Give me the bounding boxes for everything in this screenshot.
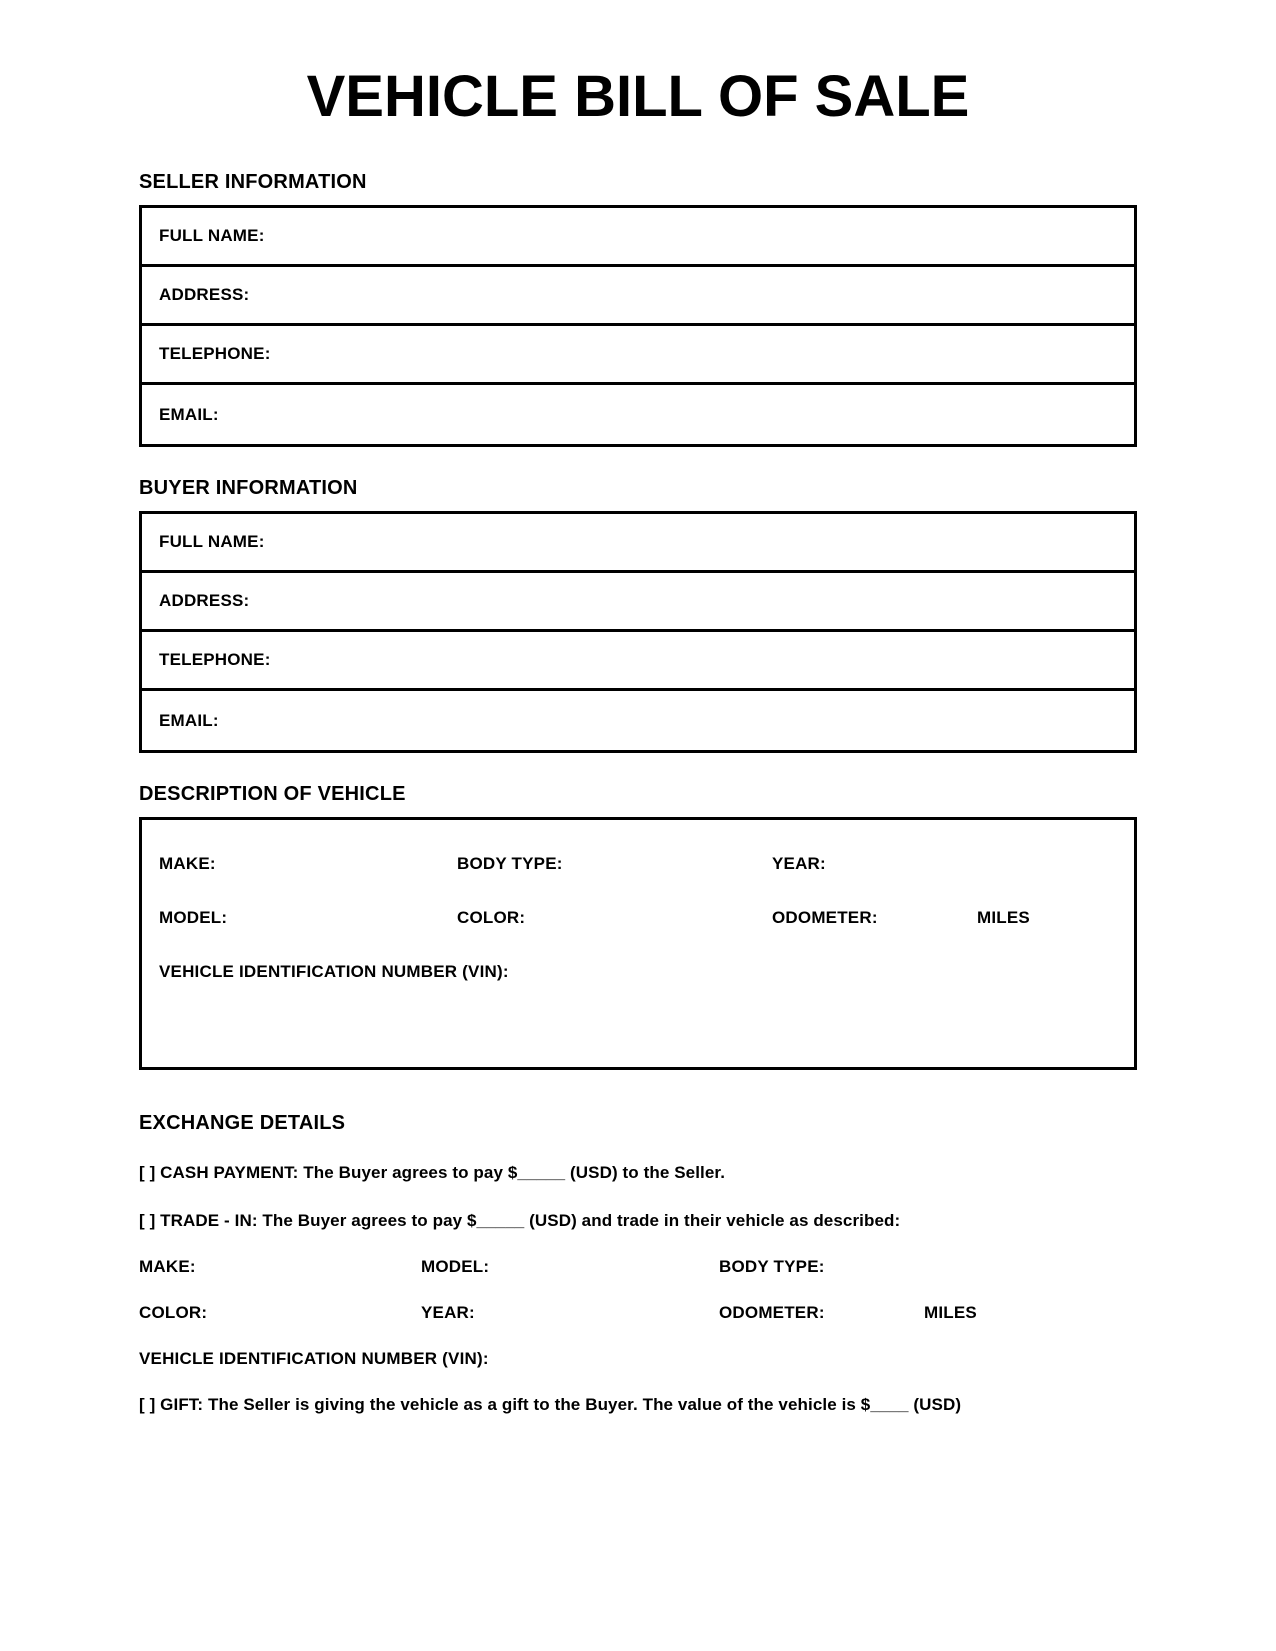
gift-option[interactable]: [ ] GIFT: The Seller is giving the vehicle as a gift to the Buyer. The value of the vehicle is $____ (USD) bbox=[139, 1395, 962, 1414]
seller-section-heading: SELLER INFORMATION bbox=[139, 171, 367, 193]
seller-full-name-row[interactable] bbox=[142, 208, 1134, 267]
seller-information-table bbox=[139, 205, 1137, 447]
trade-in-body-type-label[interactable]: BODY TYPE: bbox=[719, 1257, 825, 1276]
trade-in-year-label[interactable]: YEAR: bbox=[421, 1303, 475, 1322]
trade-in-make-label[interactable]: MAKE: bbox=[139, 1257, 196, 1276]
trade-in-row-1 bbox=[139, 1257, 1137, 1277]
document-body bbox=[0, 171, 1276, 1415]
trade-in-model-label[interactable]: MODEL: bbox=[421, 1257, 490, 1276]
vehicle-make-label[interactable]: MAKE: bbox=[159, 854, 216, 873]
exchange-section-heading: EXCHANGE DETAILS bbox=[139, 1112, 346, 1134]
buyer-email-row[interactable] bbox=[142, 691, 1134, 750]
trade-in-odometer-unit: MILES bbox=[924, 1303, 977, 1322]
vehicle-description-box bbox=[139, 817, 1137, 1070]
seller-telephone-row[interactable] bbox=[142, 326, 1134, 385]
vehicle-color-label[interactable]: COLOR: bbox=[457, 908, 526, 927]
vehicle-vin-label[interactable]: VEHICLE IDENTIFICATION NUMBER (VIN): bbox=[159, 962, 509, 981]
trade-in-odometer-label[interactable]: ODOMETER: bbox=[719, 1303, 825, 1322]
cash-payment-option[interactable]: [ ] CASH PAYMENT: The Buyer agrees to pay $_____ (USD) to the Seller. bbox=[139, 1163, 726, 1182]
vehicle-row-2 bbox=[159, 908, 1117, 928]
trade-in-row-2 bbox=[139, 1303, 1137, 1323]
seller-full-name-label: FULL NAME: bbox=[159, 226, 265, 245]
seller-address-row[interactable] bbox=[142, 267, 1134, 326]
buyer-section-heading: BUYER INFORMATION bbox=[139, 477, 358, 499]
vehicle-row-1 bbox=[159, 854, 1117, 874]
buyer-full-name-label: FULL NAME: bbox=[159, 532, 265, 551]
vehicle-odometer-unit: MILES bbox=[977, 908, 1030, 927]
buyer-address-label: ADDRESS: bbox=[159, 591, 250, 610]
seller-email-row[interactable] bbox=[142, 385, 1134, 444]
buyer-telephone-label: TELEPHONE: bbox=[159, 650, 271, 669]
trade-in-color-label[interactable]: COLOR: bbox=[139, 1303, 208, 1322]
page-title: VEHICLE BILL OF SALE bbox=[306, 64, 970, 129]
vehicle-year-label[interactable]: YEAR: bbox=[772, 854, 826, 873]
buyer-address-row[interactable] bbox=[142, 573, 1134, 632]
seller-telephone-label: TELEPHONE: bbox=[159, 344, 271, 363]
vehicle-odometer-label[interactable]: ODOMETER: bbox=[772, 908, 878, 927]
seller-address-label: ADDRESS: bbox=[159, 285, 250, 304]
buyer-email-label: EMAIL: bbox=[159, 710, 219, 730]
buyer-information-table bbox=[139, 511, 1137, 753]
buyer-full-name-row[interactable] bbox=[142, 514, 1134, 573]
vehicle-model-label[interactable]: MODEL: bbox=[159, 908, 228, 927]
vehicle-body-type-label[interactable]: BODY TYPE: bbox=[457, 854, 563, 873]
seller-email-label: EMAIL: bbox=[159, 404, 219, 424]
trade-in-option[interactable]: [ ] TRADE - IN: The Buyer agrees to pay $_____ (USD) and trade in their vehicle as described: bbox=[139, 1211, 901, 1230]
vehicle-section-heading: DESCRIPTION OF VEHICLE bbox=[139, 783, 406, 805]
trade-in-vin-label[interactable]: VEHICLE IDENTIFICATION NUMBER (VIN): bbox=[139, 1349, 489, 1368]
buyer-telephone-row[interactable] bbox=[142, 632, 1134, 691]
